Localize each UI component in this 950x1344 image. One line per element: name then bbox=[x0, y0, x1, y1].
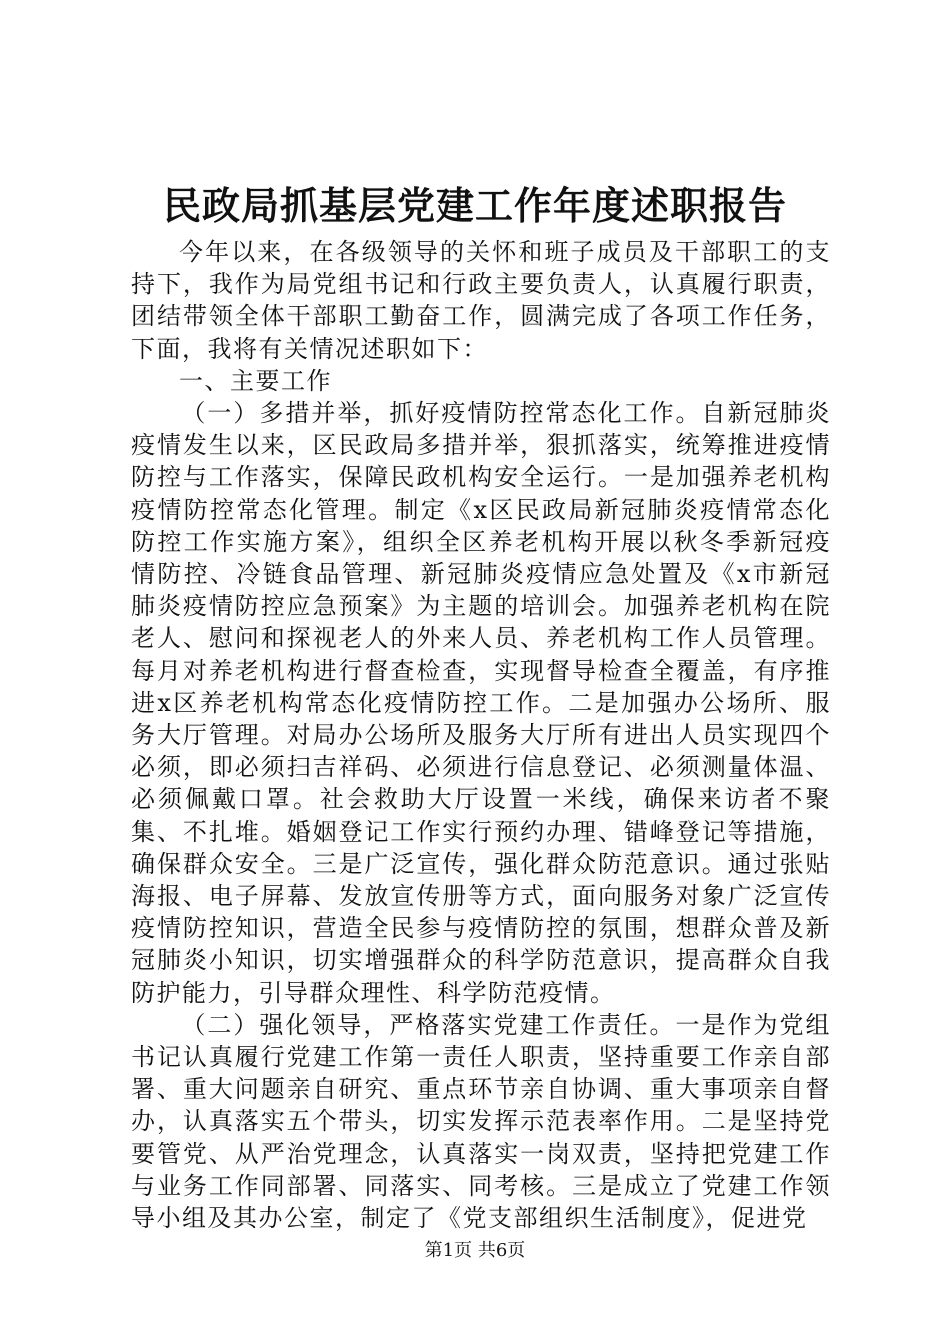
document-body bbox=[131, 236, 831, 1234]
subsection-paragraph-1: （一）多措并举，抓好疫情防控常态化工作。自新冠肺炎疫情发生以来，区民政局多措并举，狠抓落实，统筹推进疫情防控与工作落实，保障民政机构安全运行。一是加强养老机构疫情防控常态化管理。制定《x区民政局新冠肺炎疫情常态化防控工作实施方案》，组织全区养老机构开展以秋冬季新冠疫情防控、冷链食品管理、新冠肺炎疫情应急处置及《x市新冠肺炎疫情防控应急预案》为主题的培训会。加强养老机构在院老人、慰问和探视老人的外来人员、养老机构工作人员管理。每月对养老机构进行督查检查，实现督导检查全覆盖，有序推进x区养老机构常态化疫情防控工作。二是加强办公场所、服务大厅管理。对局办公场所及服务大厅所有进出人员实现四个必须，即必须扫吉祥码、必须进行信息登记、必须测量体温、必须佩戴口罩。社会救助大厅设置一米线，确保来访者不聚集、不扎堆。婚姻登记工作实行预约办理、错峰登记等措施，确保群众安全。三是广泛宣传，强化群众防范意识。通过张贴海报、电子屏幕、发放宣传册等方式，面向服务对象广泛宣传疫情防控知识，营造全民参与疫情防控的氛围，想群众普及新冠肺炎小知识，切实增强群众的科学防范意识，提高群众自我防护能力，引导群众理性、科学防范疫情。 bbox=[131, 399, 831, 1007]
document-title: 民政局抓基层党建工作年度述职报告 bbox=[162, 183, 787, 228]
subsection-paragraph-2: （二）强化领导，严格落实党建工作责任。一是作为党组书记认真履行党建工作第一责任人职责，坚持重要工作亲自部署、重大问题亲自研究、重点环节亲自协调、重大事项亲自督办，认真落实五个带头，切实发挥示范表率作用。二是坚持党要管党、从严治党理念，认真落实一岗双责，坚持把党建工作与业务工作同部署、同落实、同考核。三是成立了党建工作领导小组及其办公室，制定了《党支部组织生活制度》，促进党 bbox=[131, 1010, 831, 1233]
section-heading: 一、主要工作 bbox=[179, 366, 332, 395]
page-number-footer: 第1页 共6页 bbox=[424, 1240, 526, 1261]
intro-paragraph: 今年以来，在各级领导的关怀和班子成员及干部职工的支持下，我作为局党组书记和行政主要负责人，认真履行职责，团结带领全体干部职工勤奋工作，圆满完成了各项工作任务，下面，我将有关情况述职如下： bbox=[131, 238, 831, 363]
